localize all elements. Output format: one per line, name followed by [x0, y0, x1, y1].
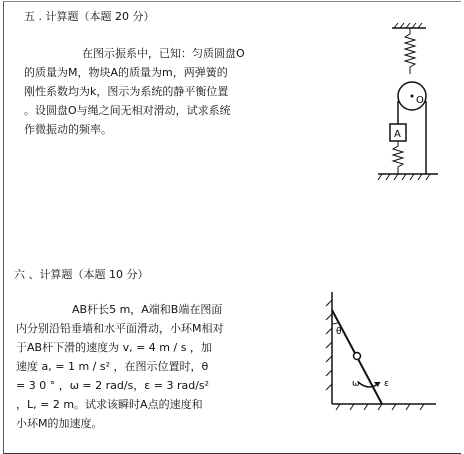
problem-line: 。设圆盘O与绳之间无相对滑动，试求系统: [24, 104, 231, 117]
section-5-problem-text: [24, 44, 245, 139]
label-epsilon: ε: [384, 379, 389, 389]
spring-disk-figure: [370, 6, 440, 184]
ring-m: [354, 353, 361, 360]
block-a-label: A: [394, 129, 401, 140]
horizontal-floor: [332, 404, 436, 410]
section-5-heading: 五 . 计算题（本题 20 分）: [24, 10, 155, 23]
problem-line: 内分别沿铅垂墙和水平面滑动，小环M相对: [16, 322, 224, 335]
vertical-wall: [326, 292, 332, 404]
sliding-rod-figure: [310, 286, 450, 426]
label-omega: ω: [352, 379, 360, 389]
disk-label: O: [416, 95, 424, 106]
problem-line: AB杆长5 m，A端和B端在图面: [72, 303, 223, 316]
problem-line: 的质量为M，物块A的质量为m，两弹簧的: [24, 66, 228, 79]
theta-arc: [332, 322, 339, 324]
section-6-problem-text: [16, 300, 224, 433]
upper-spring: [405, 28, 415, 74]
disk-center: [411, 95, 414, 98]
ceiling-support: [392, 23, 426, 28]
problem-line: 速度 a, = 1 m / s² ，在图示位置时，θ: [16, 360, 209, 373]
problem-line: 于AB杆下滑的速度为 v, = 4 m / s ，加: [16, 341, 212, 354]
problem-line: = 3 0 ° ，ω = 2 rad/s，ε = 3 rad/s²: [16, 379, 210, 392]
ground-support: [378, 174, 438, 180]
section-6-heading: 六 、计算题（本题 10 分）: [14, 268, 149, 281]
lower-spring: [393, 141, 403, 174]
problem-line: 作微振动的频率。: [24, 123, 112, 136]
problem-line: 在图示振系中，已知：匀质圆盘O: [82, 47, 245, 60]
problem-line: 刚性系数均为k，图示为系统的静平衡位置: [24, 85, 229, 98]
problem-line: ，L, = 2 m。试求该瞬时A点的速度和: [16, 398, 203, 411]
problem-line: 小环M的加速度。: [16, 417, 103, 430]
label-theta: θ: [336, 327, 342, 337]
